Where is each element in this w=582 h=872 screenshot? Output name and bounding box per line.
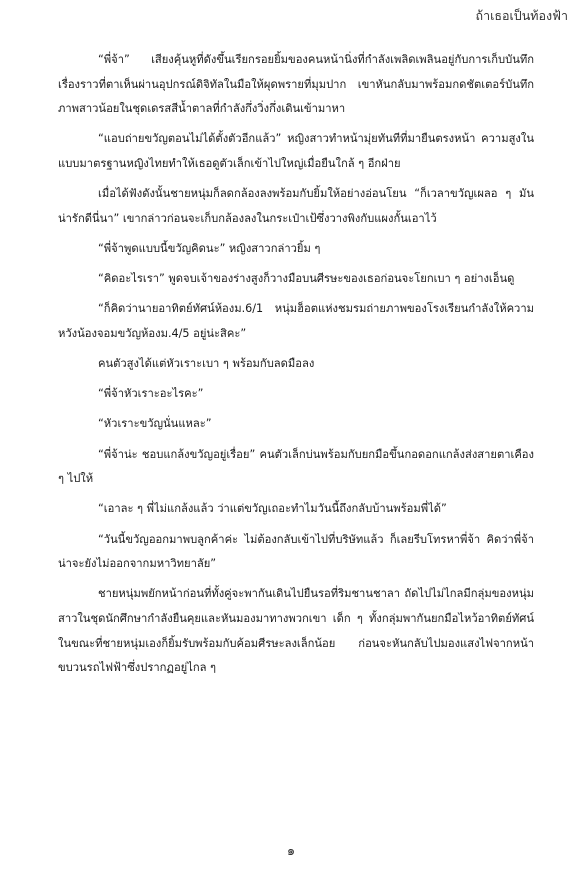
paragraph: “เอาละ ๆ พี่ไม่แกล้งแล้ว ว่าแต่ขวัญเถอะทำไมวันนี้ถึงกลับบ้านพร้อมพี่ได้” — [98, 502, 447, 516]
paragraph: “วันนี้ขวัญออกมาพบลูกค้าค่ะ ไม่ต้องกลับเข้าไปที่บริษัทแล้ว ก็เลยรีบโทรหาพี่จ้า คิดว่าพี่จ้าน่าจะยังไม่ออกจากมหาวิทยาลัย” — [58, 532, 534, 571]
paragraph: “ก็คิดว่านายอาทิตย์ทัศน์ห้องม.6/1 หนุ่มฮ็อตแห่งชมรมถ่ายภาพของโรงเรียนกำลังให้ความหวังน้องจอมขวัญห้องม.4/5 อยู่น่ะสิคะ” — [58, 302, 534, 340]
paragraph: “พี่จ้าน่ะ ชอบแกล้งขวัญอยู่เรื่อย” คนตัวเล็กบ่นพร้อมกับยกมือขึ้นกอดอกแกล้งส่งสายตาเคือง ๆ ไปให้ — [58, 447, 534, 486]
paragraph: “คิดอะไรเรา” พูดจบเจ้าของร่างสูงก็วางมือบนศีรษะของเธอก่อนจะโยกเบา ๆ อย่างเอ็นดู — [98, 272, 515, 286]
body-text — [58, 48, 534, 686]
paragraph: “พี่จ้า” เสียงคุ้นหูที่ดังขึ้นเรียกรอยยิ้มของคนหน้านิ่งที่กำลังเพลิดเพลินอยู่กับการเก็บบันทึกเรื่องราวที่ตาเห็นผ่านอุปกรณ์ดิจิทัลในมือให้ผุดพรายที่มุมปาก เขาหันกลับมาพร้อมกดชัตเตอร์บันทึกภาพสาวน้อยในชุดเดรสสีน้ำตาลที่กำลังกึ่งวิ่งกึ่งเดินเข้ามาหา — [58, 53, 534, 116]
paragraph: ชายหนุ่มพยักหน้าก่อนที่ทั้งคู่จะพากันเดินไปยืนรอที่ริมชานชาลา ถัดไปไม่ไกลมีกลุ่มของหนุ่มสาวในชุดนักศึกษากำลังยืนคุยและหันมองมาทางพวกเขา เด็ก ๆ ทั้งกลุ่มพากันยกมือไหว้อาทิตย์ทัศน์ ในขณะที่ชายหนุ่มเองก็ยิ้มรับพร้อมกับค้อมศีรษะลงเล็กน้อย ก่อนจะหันกลับไปมองแสงไฟจากหน้าขบวนรถไฟฟ้าซึ่งปรากฏอยู่ไกล ๆ — [58, 587, 534, 675]
paragraph: “พี่จ้าพูดแบบนี้ขวัญคิดนะ” หญิงสาวกล่าวยิ้ม ๆ — [98, 241, 321, 255]
paragraph: “แอบถ่ายขวัญตอนไม่ได้ตั้งตัวอีกแล้ว” หญิงสาวทำหน้ามุ่ยทันทีที่มายืนตรงหน้า ความสูงในแบบมาตรฐานหญิงไทยทำให้เธอดูตัวเล็กเข้าไปใหญ่เมื่อยืนใกล้ ๆ อีกฝ่าย — [58, 132, 534, 170]
paragraph: คนตัวสูงได้แต่หัวเราะเบา ๆ พร้อมกับลดมือลง — [98, 357, 315, 371]
paragraph: “หัวเราะขวัญนั่นแหละ” — [98, 417, 212, 431]
paragraph: “พี่จ้าหัวเราะอะไรคะ” — [98, 387, 204, 401]
paragraph: เมื่อได้ฟังดังนั้นชายหนุ่มก็ลดกล้องลงพร้อมกับยิ้มให้อย่างอ่อนโยน “ก็เวลาขวัญเผลอ ๆ มันน่ารักดีนี่นา” เขากล่าวก่อนจะเก็บกล้องลงในกระเป๋าเป้ซึ่งวางพิงกับแผงกั้นเอาไว้ — [58, 187, 534, 225]
page-number: ๑ — [286, 844, 296, 859]
running-header: ถ้าเธอเป็นท้องฟ้า — [475, 8, 568, 23]
